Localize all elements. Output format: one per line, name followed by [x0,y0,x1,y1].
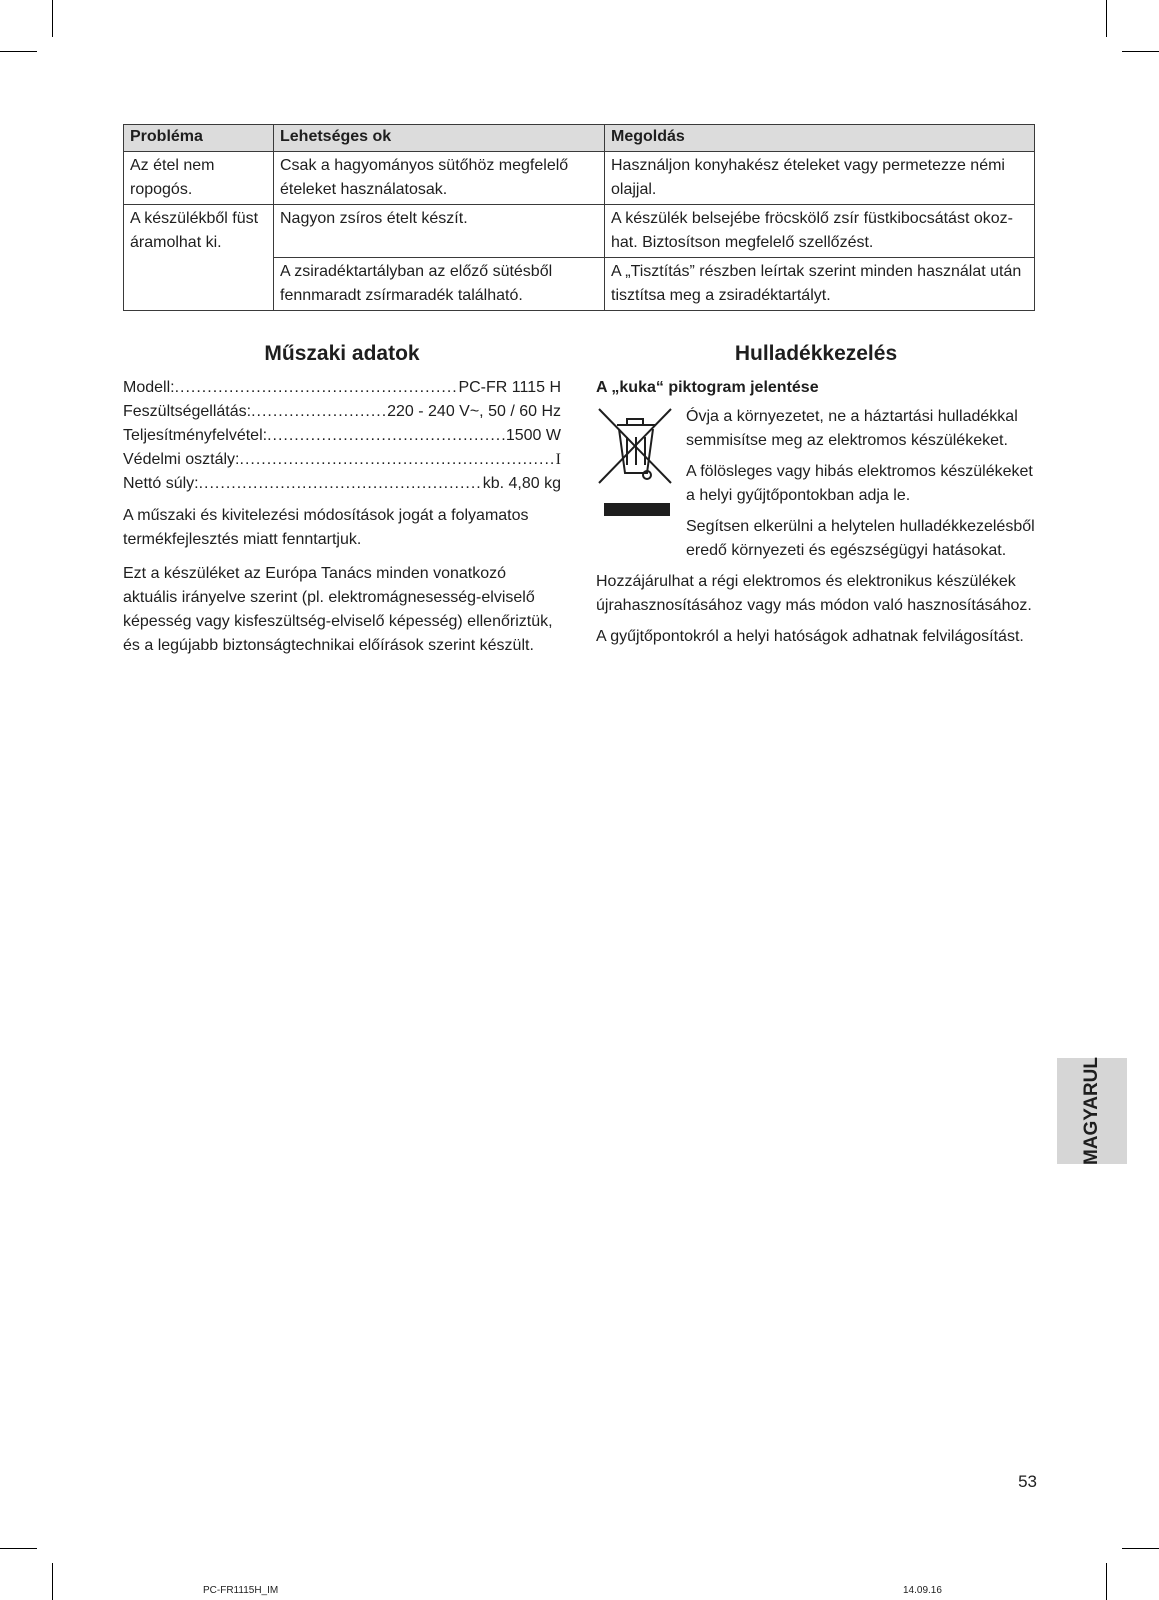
spec-value: kb. 4,80 kg [482,475,561,492]
table-row [124,152,1035,205]
spec-label: Védelmi osztály: [123,451,240,468]
spec-label: Teljesítményfelvétel: [123,427,268,444]
spec-row [123,448,561,472]
crop-mark [1106,1563,1107,1600]
crop-mark [1122,51,1159,52]
spec-label: Nettó súly: [123,475,199,492]
language-tab [1057,1058,1127,1164]
cause-cell: Nagyon zsíros ételt készít. [274,205,605,258]
spec-label: Modell: [123,379,175,396]
spec-value: 1500 W [505,427,561,444]
solution-cell: A készülék belsejébe fröcskölő zsír füstkibocsátást okoz-hat. Biztosítson megfelelő szellőzést. [605,205,1035,258]
disposal-paragraph: Segítsen elkerülni a helytelen hulladékkezelésből eredő környezeti és egészségügyi hatásokat. [686,518,1035,559]
spec-value: 220 - 240 V~, 50 / 60 Hz [387,403,561,420]
cause-cell: Csak a hagyományos sütőhöz megfelelő ételeket használatosak. [274,152,605,205]
spec-label: Feszültségellátás: [123,403,252,420]
disposal-paragraph: A fölösleges vagy hibás elektromos készülékeket a helyi gyűjtőpontokban adja le. [686,463,1033,504]
crop-mark [0,1548,37,1549]
solution-cell: Használjon konyhakész ételeket vagy permetezze némi olajjal. [605,152,1035,205]
spec-row [123,472,561,496]
crop-mark [0,51,37,52]
disposal-paragraph: Hozzájárulhat a régi elektromos és elektronikus készülékek újrahasznosításához vagy más módon való hasznosításához. [596,573,1032,614]
specs-heading: Műszaki adatok [264,342,420,365]
specs-paragraph: Ezt a készüléket az Európa Tanács minden vonatkozó aktuális irányelve szerint (pl. elektromágnesesség-elviselő képesség vagy kisfeszültség-elviselő képesség) ellenőriztük, és a legújabb biztonságtechnikai előírások szerint készült. [123,565,553,654]
troubleshooting-table [123,124,1035,311]
spec-row [123,424,561,448]
table-header-row [124,125,1035,152]
header-problem: Probléma [124,125,274,152]
crop-mark [52,0,53,37]
page-number: 53 [1018,1472,1037,1491]
footer-date: 14.09.16 [903,1585,942,1596]
problem-cell: Az étel nem ropogós. [124,152,274,205]
crop-mark [52,1563,53,1600]
header-solution: Megoldás [605,125,1035,152]
disposal-heading: Hulladékkezelés [734,342,898,365]
solution-cell: A „Tisztítás” részben leírtak szerint minden használat után tisztítsa meg a zsiradéktartályt. [605,258,1035,311]
problem-cell: A készülékből füst áramolhat ki. [124,205,274,311]
spec-value: PC-FR 1115 H [458,379,561,396]
disposal-paragraph: Óvja a környezetet, ne a háztartási hulladékkal semmisítse meg az elektromos készülékeket. [686,408,1018,449]
spec-row [123,400,561,424]
specs-list [123,376,561,496]
table-row [124,205,1035,258]
disposal-subheading: A „kuka“ piktogram jelentése [596,379,819,396]
weee-crossed-bin-icon [597,407,679,519]
crop-mark [1106,0,1107,37]
spec-value: I [555,451,561,468]
spec-row [123,376,561,400]
language-tab-label: MAGYARUL [1081,1056,1102,1166]
crop-mark [1122,1548,1159,1549]
header-cause: Lehetséges ok [274,125,605,152]
cause-cell: A zsiradéktartályban az előző sütésből fennmaradt zsírmaradék található. [274,258,605,311]
footer-doc-id: PC-FR1115H_IM [203,1585,279,1596]
disposal-paragraph: A gyűjtőpontokról a helyi hatóságok adhatnak felvilágosítást. [596,628,1024,645]
specs-paragraph: A műszaki és kivitelezési módosítások jogát a folyamatos termékfejlesztés miatt fenntartjuk. [123,507,529,548]
